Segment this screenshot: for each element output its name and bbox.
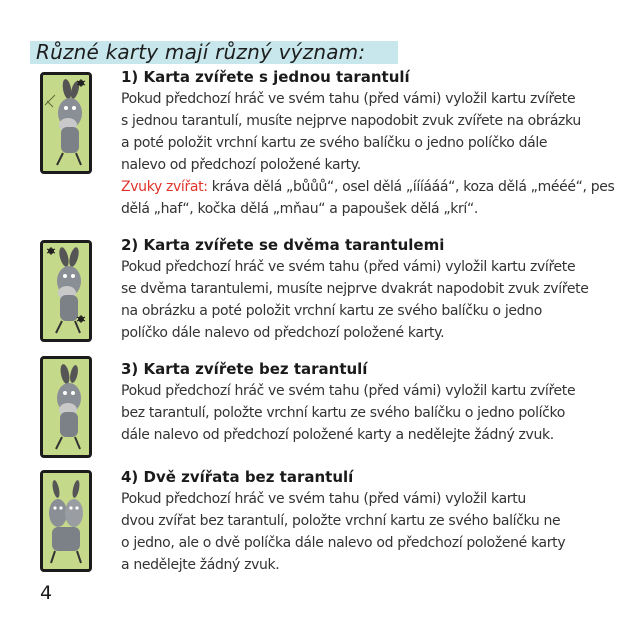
section-no-tarantula [121, 358, 621, 446]
card-donkey-two-tarantulas [40, 240, 92, 342]
text-line: s jednou tarantulí, musíte nejprve napodobit zvuk zvířete na obrázku [121, 113, 581, 129]
donkey-illustration [43, 243, 89, 339]
section-two-tarantulas [121, 234, 621, 344]
section-text [121, 88, 621, 220]
text-line: o jedno, ale o dvě políčka dále nalevo od předchozí položené karty [121, 535, 566, 551]
text-line: políčko dále nalevo od předchozí položené karty. [121, 325, 445, 341]
section-two-animals [121, 466, 621, 576]
animal-sounds-text: kráva dělá „bůůů“, osel dělá „íííááá“, koza dělá „mééé“, pes [207, 179, 615, 195]
text-line: a nedělejte žádný zvuk. [121, 557, 280, 573]
text-line [121, 176, 621, 198]
page-number: 4 [40, 582, 53, 604]
animal-sounds-label: Zvuky zvířat: [121, 179, 208, 195]
section-text [121, 380, 621, 446]
text-line: nalevo od předchozí položené karty. [121, 157, 361, 173]
text-line: dvou zvířat bez tarantulí, položte vrchní kartu ze svého balíčku ne [121, 513, 561, 529]
text-line: Pokud předchozí hráč ve svém tahu (před vámi) vyložil kartu zvířete [121, 259, 576, 275]
two-donkeys-illustration [43, 473, 89, 569]
section-text [121, 256, 621, 344]
card-donkey-one-tarantula [40, 72, 92, 174]
text-line: dělá „haf“, kočka dělá „mňau“ a papoušek dělá „krí“. [121, 201, 478, 217]
page-heading: Různé karty mají různý význam: [36, 40, 366, 64]
section-title: 1) Karta zvířete s jednou tarantulí [121, 68, 410, 86]
section-one-tarantula [121, 66, 621, 220]
donkey-illustration [43, 359, 89, 455]
text-line: Pokud předchozí hráč ve svém tahu (před vámi) vyložil kartu zvířete [121, 91, 576, 107]
card-two-donkeys [40, 470, 92, 572]
text-line: se dvěma tarantulemi, musíte nejprve dvakrát napodobit zvuk zvířete [121, 281, 589, 297]
section-title: 2) Karta zvířete se dvěma tarantulemi [121, 236, 445, 254]
text-line: bez tarantulí, položte vrchní kartu ze svého balíčku o jedno políčko [121, 405, 565, 421]
text-line: dále nalevo od předchozí položené karty a nedělejte žádný zvuk. [121, 427, 554, 443]
section-title: 4) Dvě zvířata bez tarantulí [121, 468, 354, 486]
text-line: na obrázku a poté položit vrchní kartu ze svého balíčku o jedno [121, 303, 542, 319]
text-line: Pokud předchozí hráč ve svém tahu (před vámi) vyložil kartu zvířete [121, 383, 576, 399]
section-title: 3) Karta zvířete bez tarantulí [121, 360, 368, 378]
section-text [121, 488, 621, 576]
text-line: Pokud předchozí hráč ve svém tahu (před vámi) vyložil kartu [121, 491, 526, 507]
card-donkey-no-tarantula [40, 356, 92, 458]
donkey-illustration [43, 75, 89, 171]
text-line: a poté položit vrchní kartu ze svého balíčku o jedno políčko dále [121, 135, 548, 151]
